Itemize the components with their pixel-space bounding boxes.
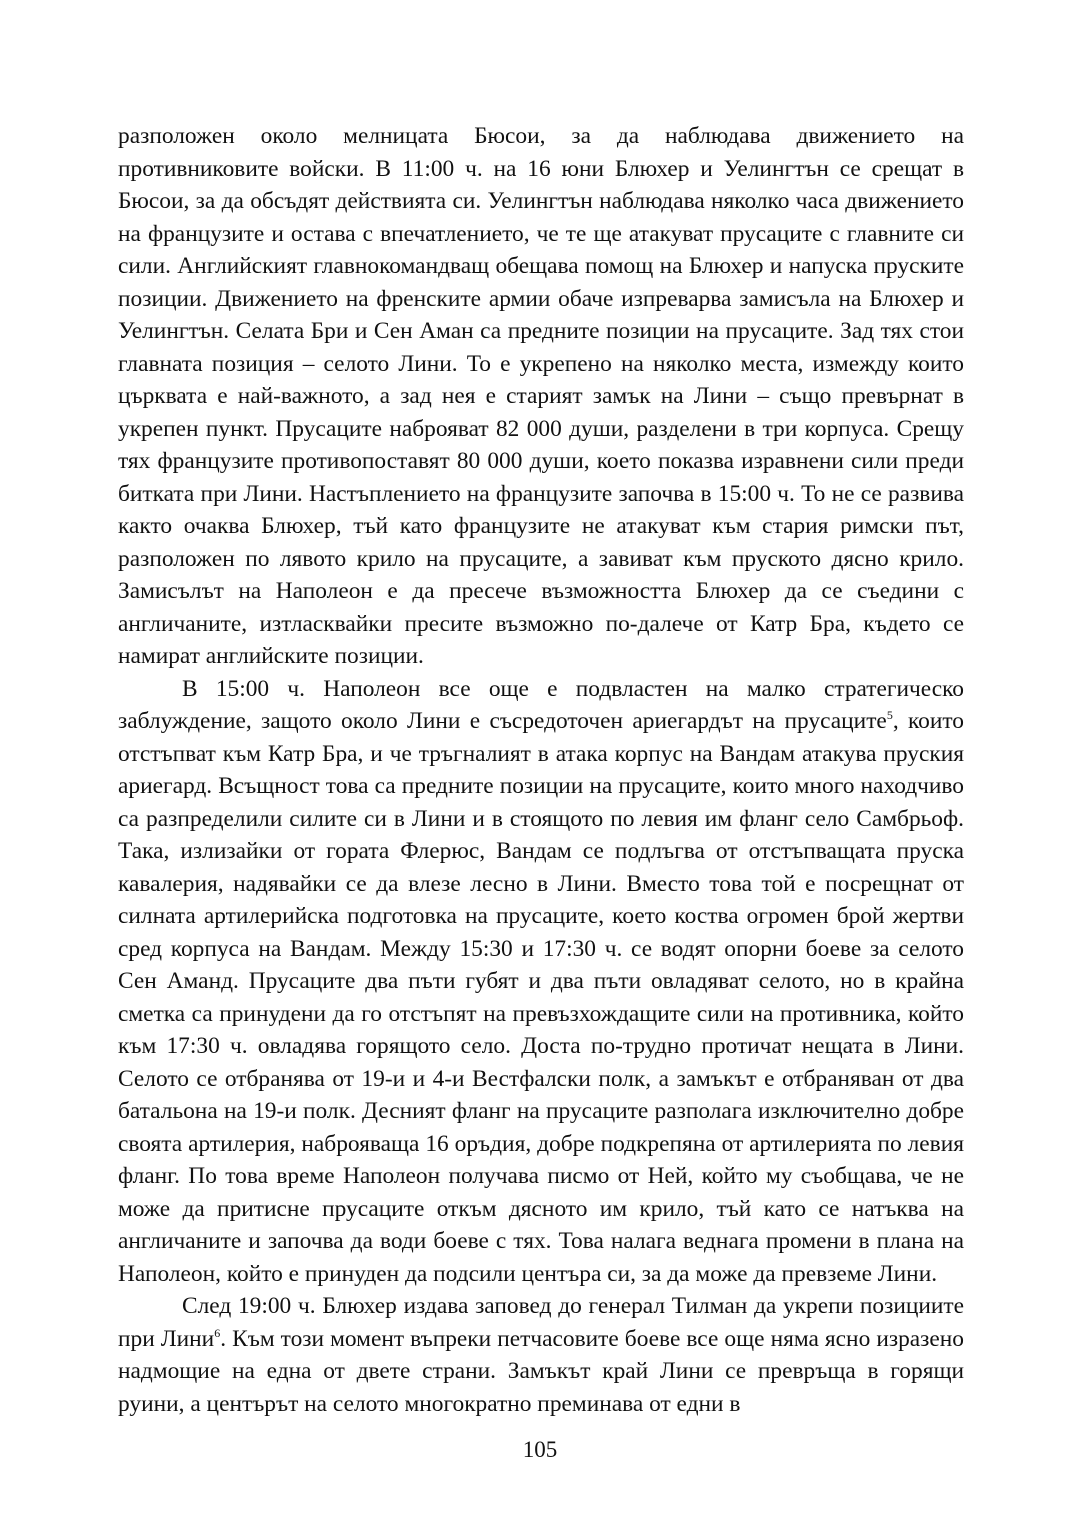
paragraph-2-text-a: В 15:00 ч. Наполеон все още е подвластен на малко стратегическо заблуждение, защото около Лини е съсредоточен ариегардът на прусаците (118, 675, 964, 734)
page-body (118, 120, 964, 1420)
page-number: 105 (522, 1437, 558, 1462)
paragraph-3-text-a: След 19:00 ч. Блюхер издава заповед до генерал Тилман да укрепи позициите при Лини (118, 1293, 964, 1352)
paragraph-1: разположен около мелницата Бюсои, за да наблюдава движението на противниковите войски. В 11:00 ч. на 16 юни Блюхер и Уелингтън се срещат в Бюсои, за да обсъдят действията си. Уелингтън наблюдава няколко часа движението на французите и остава с впечатлението, че те ще атакуват прусаците с главните си сили. Английският главнокомандващ обещава помощ на Блюхер и напуска пруските позиции. Движението на френските армии обаче изпреварва замисъла на Блюхер и Уелингтън. Селата Бри и Сен Аман са предните позиции на прусаците. Зад тях стои главната позиция – селото Лини. То е укрепено на няколко места, измежду които църквата е най-важното, а зад нея е старият замък на Лини – също превърнат в укрепен пункт. Прусаците наброяват 82 000 души, разделени в три корпуса. Срещу тях французите противопоставят 80 000 души, което показва изравнени сили преди битката при Лини. Настъплението на французите започва в 15:00 ч. То не се развива както очаква Блюхер, тъй като французите не атакуват към стария римски път, разположен по лявото крило на прусаците, а завиват към пруското дясно крило. Замисълът на Наполеон е да пресече възможността Блюхер да се съедини с англичаните, изтласквайки пресите възможно по-далече от Катр Бра, където се намират английските позиции. (118, 123, 964, 669)
footnote-ref-6[interactable]: 6 (214, 1325, 221, 1340)
paragraph-3-text-b: . Към този момент въпреки петчасовите боеве все още няма ясно изразено надмощие на една от двете страни. Замъкът край Лини се превръща в горящи руини, а центърът на селото многократно преминава от едни в (118, 1325, 965, 1417)
paragraph-2-text-b: , които отстъпват към Катр Бра, и че тръгналият в атака корпус на Вандам атакува пруския ариегард. Всъщност това са предните позиции на прусаците, които много находчиво са разпределили силите си в Лини и в стоящото по левия им фланг село Самбрьоф. Така, излизайки от гората Флерюс, Вандам се подлъгва от отстъпващата пруска кавалерия, надявайки се да влезе лесно в Лини. Вместо това той е посрещнат от силната артилерийска подготовка на прусаците, което коства огромен брой жертви сред корпуса на Вандам. Между 15:30 и 17:30 ч. се водят опорни боеве за селото Сен Аманд. Прусаците два пъти губят и два пъти овладяват селото, но в крайна сметка са принудени да го отстъпят на превъзхождащите сили на противника, който към 17:30 ч. овладява горящото село. Доста по-трудно протичат нещата в Лини. Селото се отбранява от 19-и и 4-и Вестфалски полк, а замъкът е отбраняван от два батальона на 19-и полк. Десният фланг на прусаците разполага изключително добре своята артилерия, наброяваща 16 оръдия, добре подкрепяна от артилерията по левия фланг. По това време Наполеон получава писмо от Ней, който му съобщава, че не може да притисне прусаците откъм дясното им крило, тъй като се натъква на англичаните и започва да води боеве с тях. Това налага веднага промени в плана на Наполеон, който е принуден да подсили центъра си, за да може да превземе Лини. (118, 708, 964, 1287)
footnote-ref-5[interactable]: 5 (886, 708, 893, 722)
paragraph-3 (118, 1290, 964, 1420)
paragraph-2 (118, 673, 964, 1291)
